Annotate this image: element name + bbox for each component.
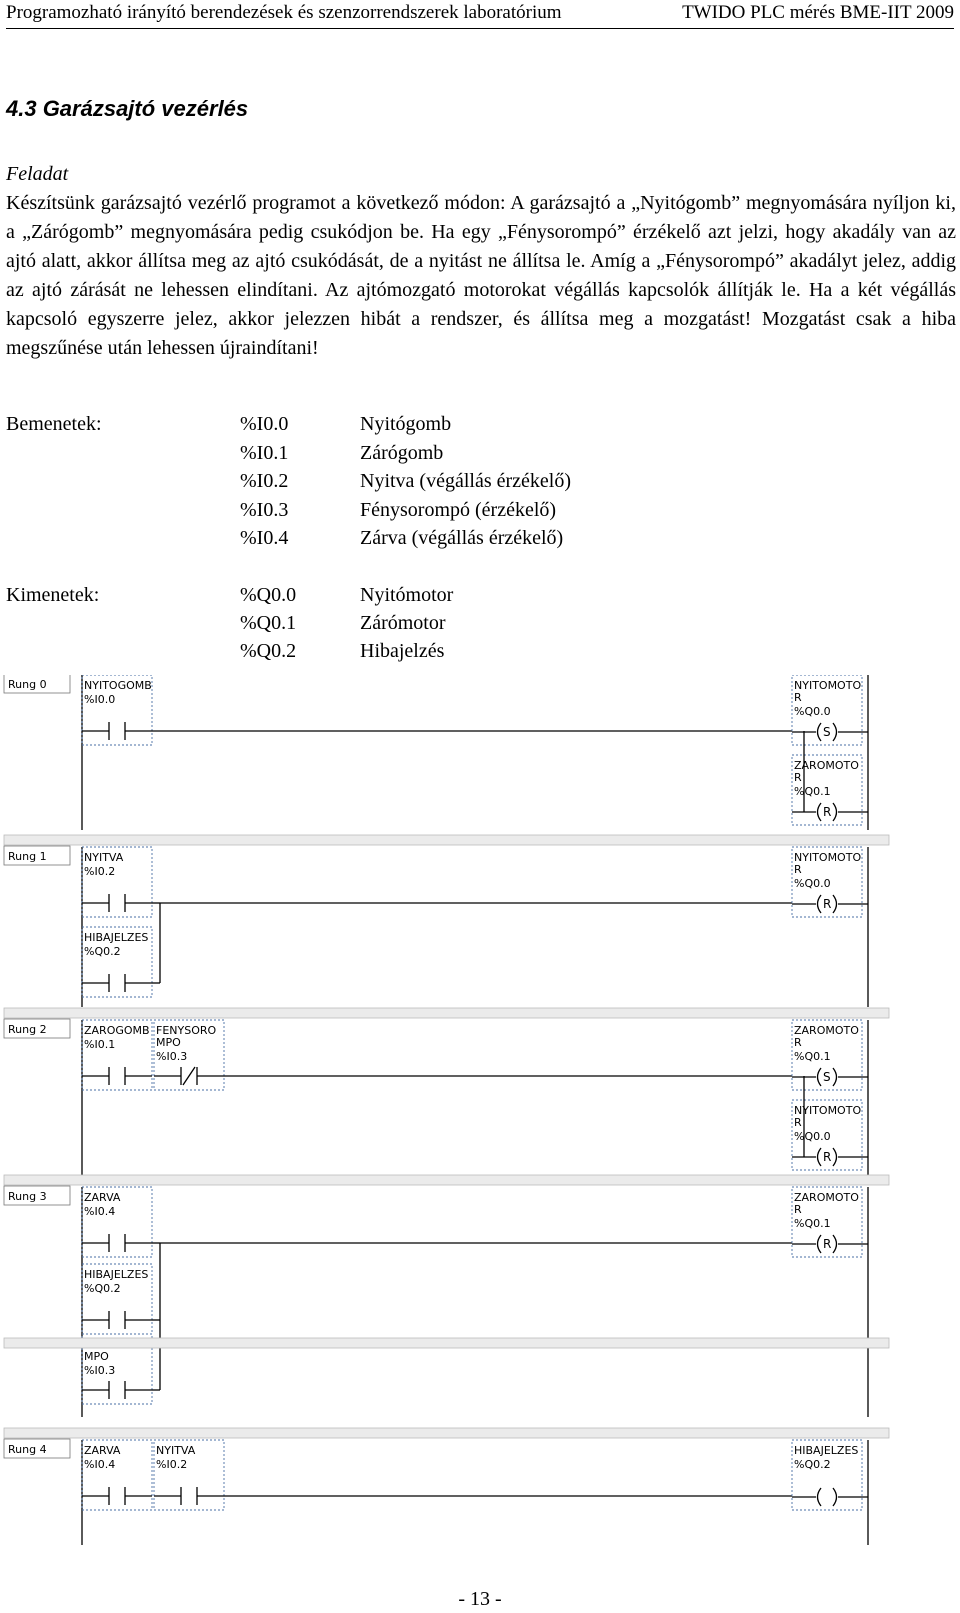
page-number: - 13 -: [458, 1588, 502, 1610]
task-heading: Feladat: [6, 163, 69, 185]
inputs-label: Bemenetek:: [6, 413, 102, 435]
coil-address: %Q0.1: [794, 1050, 831, 1063]
io-description: Nyitva (végállás érzékelő): [360, 470, 572, 492]
coil-symbol: R: [794, 1116, 802, 1129]
contact-symbol: NYITOGOMB: [84, 679, 152, 692]
rung-label: Rung 3: [8, 1190, 47, 1203]
contact-nc-slash: [183, 1067, 195, 1085]
coil-left-arc: [818, 895, 822, 913]
contact-symbol: MPO: [84, 1350, 109, 1363]
io-description: Fénysorompó (érzékelő): [360, 499, 557, 521]
coil-left-arc: [818, 1235, 822, 1253]
io-address: %Q0.1: [240, 612, 297, 634]
io-address: %I0.4: [240, 527, 289, 549]
rung-label: Rung 0: [8, 678, 47, 691]
coil-right-arc: [833, 723, 837, 741]
header-course-title: Programozható irányító berendezések és szenzorrendszerek laboratórium: [6, 2, 562, 23]
io-address: %I0.3: [240, 499, 289, 521]
coil-symbol: ZAROMOTO: [794, 1024, 859, 1037]
coil-right-arc: [833, 803, 837, 821]
task-description: Készítsünk garázsajtó vezérlő programot a következő módon: A garázsajtó a „Nyitógomb” megnyomására nyíljon ki, a „Zárógomb” megnyomására pedig csukódjon be. Ha egy „Fénysorompó” érzékelő azt jelzi, hogy akadály van az ajtó alatt, akkor állítsa meg az ajtó csukódását, de a nyitást ne állítsa le. Amíg a „Fénysorompó” akadályt jelez, addig az ajtó zárását ne lehessen elindítani. Az ajtómozgató motorokat végállás kapcsolók állítják le. Ha a két végállás kapcsoló egyszerre jelez, akkor jelezzen hibát a rendszer, és állítsa meg a mozgatást! Mozgatást csak a hiba megszűnése után lehessen újraindítani!: [6, 192, 956, 359]
coil-type: R: [823, 1237, 832, 1251]
io-address: %Q0.2: [240, 640, 297, 662]
rung-separator: [4, 835, 889, 845]
coil-right-arc: [833, 1235, 837, 1253]
contact-address: %I0.4: [84, 1205, 116, 1218]
contact-address: %Q0.2: [84, 1282, 121, 1295]
contact-address: %Q0.2: [84, 945, 121, 958]
coil-left-arc: [818, 1488, 822, 1506]
io-address: %Q0.0: [240, 584, 297, 606]
contact-address: %I0.1: [84, 1038, 116, 1051]
contact-address: %I0.4: [84, 1458, 116, 1471]
contact-address: %I0.0: [84, 693, 116, 706]
contact-symbol: ZARVA: [84, 1191, 121, 1204]
coil-right-arc: [833, 895, 837, 913]
coil-symbol: NYITOMOTO: [794, 679, 862, 692]
io-address: %I0.0: [240, 413, 289, 435]
contact-symbol: NYITVA: [156, 1444, 196, 1457]
section-title: 4.3 Garázsajtó vezérlés: [6, 96, 249, 121]
coil-type: R: [823, 805, 832, 819]
coil-symbol: R: [794, 863, 802, 876]
coil-symbol: HIBAJELZES: [794, 1444, 859, 1457]
coil-address: %Q0.1: [794, 1217, 831, 1230]
coil-symbol: R: [794, 771, 802, 784]
contact-symbol: ZARVA: [84, 1444, 121, 1457]
contact-address: %I0.2: [156, 1458, 188, 1471]
coil-left-arc: [818, 723, 822, 741]
rung-label: Rung 4: [8, 1443, 47, 1456]
io-description: Zárómotor: [360, 612, 446, 634]
contact-symbol: HIBAJELZES: [84, 931, 149, 944]
io-description: Nyitógomb: [360, 413, 452, 435]
coil-symbol: ZAROMOTO: [794, 1191, 859, 1204]
io-description: Nyitómotor: [360, 584, 454, 606]
contact-address: %I0.2: [84, 865, 116, 878]
coil-right-arc: [833, 1068, 837, 1086]
rung-separator: [4, 1338, 889, 1348]
coil-symbol: NYITOMOTO: [794, 851, 862, 864]
coil-left-arc: [818, 803, 822, 821]
coil-address: %Q0.0: [794, 1130, 831, 1143]
coil-symbol: R: [794, 691, 802, 704]
contact-symbol: FENYSORO: [156, 1024, 217, 1037]
coil-left-arc: [818, 1148, 822, 1166]
io-description: Hibajelzés: [360, 640, 445, 662]
rung-label: Rung 1: [8, 850, 47, 863]
contact-symbol: NYITVA: [84, 851, 124, 864]
rung-separator: [4, 1175, 889, 1185]
coil-type: R: [823, 1150, 832, 1164]
coil-type: R: [823, 897, 832, 911]
rung-separator: [4, 1008, 889, 1018]
coil-symbol: R: [794, 1036, 802, 1049]
coil-address: %Q0.1: [794, 785, 831, 798]
coil-type: S: [823, 725, 831, 739]
outputs-label: Kimenetek:: [6, 584, 100, 606]
rung-separator: [4, 1428, 889, 1438]
contact-address: %I0.3: [156, 1050, 188, 1063]
header-lab-title: TWIDO PLC mérés BME-IIT 2009: [682, 2, 954, 23]
coil-symbol: NYITOMOTO: [794, 1104, 862, 1117]
contact-symbol: MPO: [156, 1036, 181, 1049]
io-description: Zárógomb: [360, 442, 444, 464]
coil-right-arc: [833, 1488, 837, 1506]
contact-symbol: HIBAJELZES: [84, 1268, 149, 1281]
coil-left-arc: [818, 1068, 822, 1086]
ladder-diagram: [0, 675, 960, 1545]
io-address: %I0.2: [240, 470, 289, 492]
rung-label: Rung 2: [8, 1023, 47, 1036]
coil-address: %Q0.2: [794, 1458, 831, 1471]
contact-address: %I0.3: [84, 1364, 116, 1377]
coil-symbol: ZAROMOTO: [794, 759, 859, 772]
coil-address: %Q0.0: [794, 877, 831, 890]
coil-right-arc: [833, 1148, 837, 1166]
io-description: Zárva (végállás érzékelő): [360, 527, 564, 549]
contact-symbol: ZAROGOMB: [84, 1024, 150, 1037]
coil-address: %Q0.0: [794, 705, 831, 718]
coil-type: S: [823, 1070, 831, 1084]
coil-symbol: R: [794, 1203, 802, 1216]
io-address: %I0.1: [240, 442, 289, 464]
page-header: [6, 0, 954, 29]
